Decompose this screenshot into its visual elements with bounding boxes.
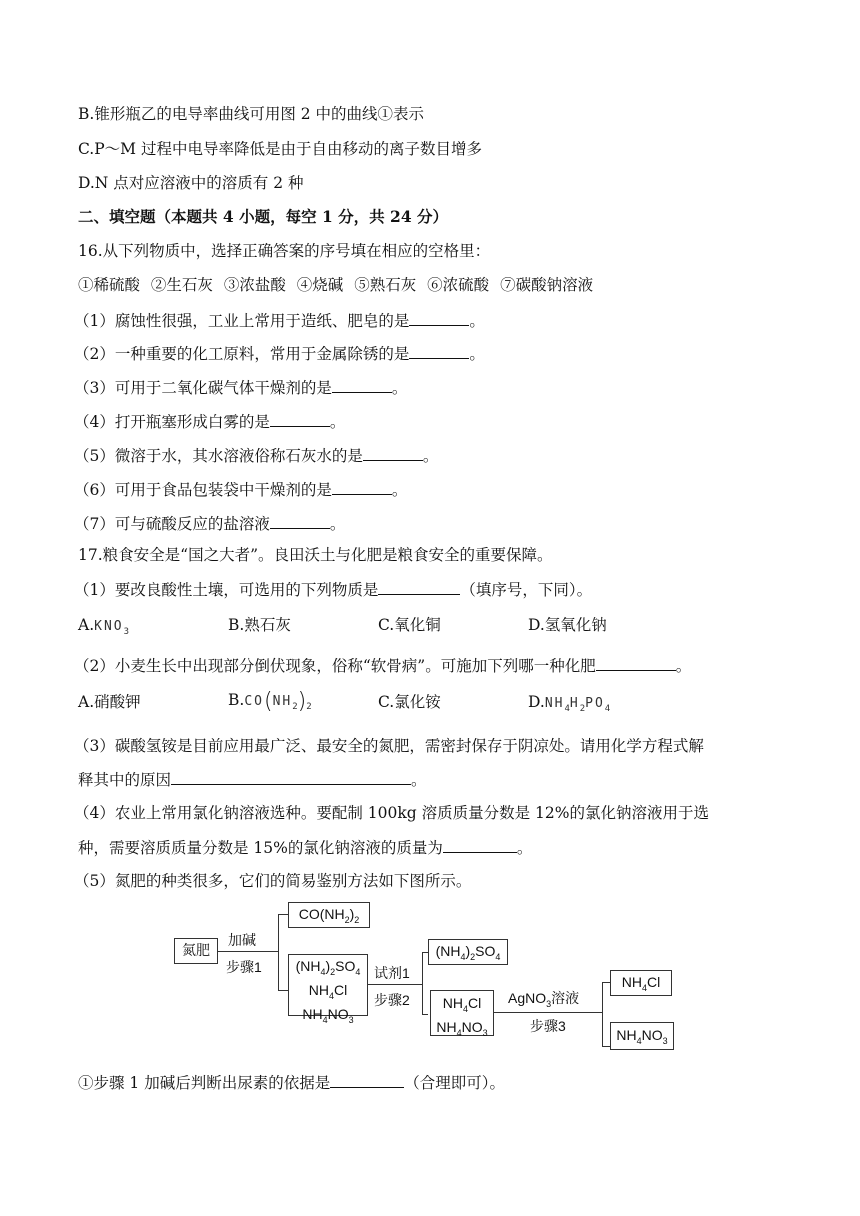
box-ammonium-nitrate: $NH_4NO_3$ (610, 1022, 674, 1050)
q16-4-text: （4）打开瓶塞形成白雾的是 (74, 413, 270, 431)
q17-5: （5）氮肥的种类很多，它们的简易鉴别方法如下图所示。 (74, 872, 472, 890)
q17-5-1: ①步骤 1 加碱后判断出尿素的依据是 （合理即可）。 (78, 1074, 505, 1092)
q16-7: （7）可与硫酸反应的盐溶液 。 (74, 515, 346, 533)
q16-3-text: （3）可用于二氧化碳气体干燥剂的是 (74, 379, 332, 397)
answer-blank[interactable] (363, 445, 423, 461)
q16-options: ①稀硫酸 ②生石灰 ③浓盐酸 ④烧碱 ⑤熟石灰 ⑥浓硫酸 ⑦碳酸钠溶液 (78, 276, 594, 294)
option-c-text: C.P～M 过程中电导率降低是由于自由移动的离子数目增多 (78, 140, 482, 158)
q17-1-option-c: C.氧化铜 (378, 616, 441, 634)
connector-line (494, 1012, 602, 1013)
option-d-text: D.N 点对应溶液中的溶质有 2 种 (78, 174, 304, 192)
q17-1: （1）要改良酸性土壤，可选用的下列物质是 （填序号，下同）。 (74, 581, 593, 599)
box-urea: $CO(NH_2)_2$ (288, 902, 370, 928)
q17-2-option-d: $D.NH_4H_2PO_4$ (528, 693, 611, 715)
step2-reagent: 试剂1 (374, 965, 410, 981)
q17-stem: 17.粮食安全是“国之大者”。良田沃土与化肥是粮食安全的重要保障。 (78, 546, 553, 564)
step3-reagent: AgNO$_3$溶液 (508, 990, 580, 1009)
q16-1-text: （1）腐蚀性很强，工业上常用于造纸、肥皂的是 (74, 312, 410, 330)
q17-4-line2: 种，需要溶质质量分数是 15%的氯化钠溶液的质量为 。 (78, 839, 533, 857)
q16-4: （4）打开瓶塞形成白雾的是 。 (74, 413, 346, 431)
connector-line (278, 914, 279, 990)
q16-7-text: （7）可与硫酸反应的盐溶液 (74, 515, 270, 533)
connector-line (422, 952, 423, 1014)
connector-line (422, 1014, 428, 1015)
q16-stem: 16.从下列物质中，选择正确答案的序号填在相应的空格里： (78, 242, 491, 260)
q17-2-option-b: $B.CO(NH_2)_2$ (228, 689, 312, 714)
step3-label: 步骤3 (530, 1018, 566, 1034)
answer-blank[interactable] (270, 411, 330, 427)
answer-blank[interactable] (409, 310, 469, 326)
step1-label: 步骤1 (226, 959, 262, 975)
q16-1: （1）腐蚀性很强，工业上常用于造纸、肥皂的是 。 (74, 312, 485, 330)
q17-2-option-a: A.硝酸钾 (78, 693, 141, 711)
box-nitrogen-fertilizer: 氮肥 (174, 938, 218, 964)
answer-blank[interactable] (332, 479, 392, 495)
q16-2-text: （2）一种重要的化工原料，常用于金属除锈的是 (74, 345, 410, 363)
box-ammonium-chloride: $NH_4Cl$ (610, 970, 672, 996)
step2-label: 步骤2 (374, 992, 410, 1008)
formula-kno3: KNO (94, 619, 124, 634)
answer-blank[interactable] (596, 655, 676, 671)
answer-blank[interactable] (443, 837, 517, 853)
connector-line (602, 1046, 610, 1047)
connector-line (218, 951, 278, 952)
q16-5-text: （5）微溶于水，其水溶液俗称石灰水的是 (74, 447, 363, 465)
q17-1-option-d: D.氢氧化钠 (528, 616, 607, 634)
box-group-a: $(NH_4)_2SO_4$ $NH_4Cl$ $NH_4NO_3$ (288, 954, 368, 1016)
connector-line (368, 984, 422, 985)
box-group-b: $NH_4Cl$ $NH_4NO_3$ (430, 990, 494, 1036)
connector-line (278, 914, 288, 915)
answer-blank[interactable] (270, 513, 330, 529)
q17-1-option-b: B.熟石灰 (228, 616, 291, 634)
connector-line (602, 982, 610, 983)
q17-4-line1: （4）农业上常用氯化钠溶液选种。要配制 100kg 溶质质量分数是 12%的氯化钠溶液用于选 (74, 804, 709, 822)
step1-reagent: 加碱 (228, 932, 256, 948)
option-b-text: B.锥形瓶乙的电导率曲线可用图 2 中的曲线①表示 (78, 105, 425, 123)
q17-3-line1: （3）碳酸氢铵是目前应用最广泛、最安全的氮肥，需密封保存于阴凉处。请用化学方程式解 (74, 737, 704, 755)
q17-1-option-a: $A.KNO_3$ (78, 616, 130, 638)
answer-blank[interactable] (409, 343, 469, 359)
answer-blank[interactable] (332, 377, 392, 393)
connector-line (278, 990, 288, 991)
q16-5: （5）微溶于水，其水溶液俗称石灰水的是 。 (74, 447, 439, 465)
section-title: 二、填空题（本题共 4 小题，每空 1 分，共 24 分） (78, 207, 449, 226)
answer-blank[interactable] (171, 769, 411, 785)
q17-2-option-c: C.氯化铵 (378, 693, 441, 711)
answer-blank[interactable] (330, 1072, 404, 1088)
q17-3-line2: 释其中的原因 。 (78, 771, 427, 789)
q16-2: （2）一种重要的化工原料，常用于金属除锈的是 。 (74, 345, 485, 363)
box-ammonium-sulfate: $(NH_4)_2SO_4$ (428, 939, 508, 965)
q16-6: （6）可用于食品包装袋中干燥剂的是 。 (74, 481, 408, 499)
connector-line (602, 982, 603, 1046)
q16-3: （3）可用于二氧化碳气体干燥剂的是 。 (74, 379, 408, 397)
q17-2: （2）小麦生长中出现部分倒伏现象，俗称“软骨病”。可施加下列哪一种化肥 。 (74, 657, 692, 675)
q16-6-text: （6）可用于食品包装袋中干燥剂的是 (74, 481, 332, 499)
answer-blank[interactable] (378, 579, 460, 595)
